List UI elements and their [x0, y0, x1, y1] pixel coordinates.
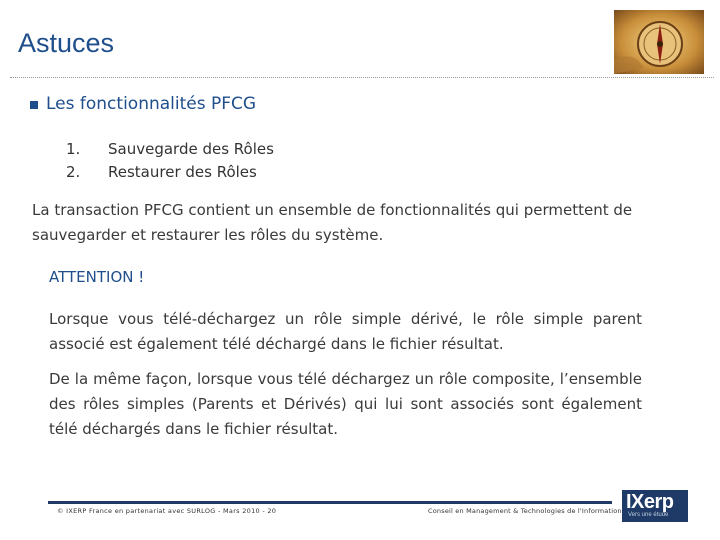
list-item-label: Sauvegarde des Rôles — [108, 140, 274, 158]
section-heading — [30, 94, 256, 114]
footer-tagline: Conseil en Management & Technologies de l'Information — [428, 507, 622, 515]
list-item — [66, 138, 274, 161]
attention-label: ATTENTION ! — [49, 268, 145, 286]
logo-tagline: Vers une étude — [628, 512, 669, 518]
footer-copyright: © IXERP France en partenariat avec SURLOG - Mars 2010 - 20 — [57, 507, 277, 515]
attention-paragraph-1: Lorsque vous télé-déchargez un rôle simple dérivé, le rôle simple parent associé est également télé déchargé dans le fichier résultat. — [49, 310, 642, 353]
page-title: Astuces — [18, 28, 115, 58]
title-divider — [10, 77, 714, 78]
attention-paragraph-2: De la même façon, lorsque vous télé déchargez un rôle composite, l’ensemble des rôles simples (Parents et Dérivés) qui lui sont associés sont également télé déchargés dans le fichier résultat. — [49, 370, 642, 438]
section-heading-text: Les fonctionnalités PFCG — [46, 94, 257, 114]
ixerp-logo — [622, 490, 688, 522]
list-item — [66, 161, 274, 184]
intro-paragraph: La transaction PFCG contient un ensemble de fonctionnalités qui permettent de sauvegarder et restaurer les rôles du système. — [32, 201, 633, 244]
compass-image — [614, 10, 704, 74]
list-item-label: Restaurer des Rôles — [108, 163, 257, 181]
numbered-list — [66, 138, 274, 184]
list-item-number: 1. — [66, 140, 81, 158]
list-item-number: 2. — [66, 163, 81, 181]
footer-divider — [48, 501, 612, 504]
logo-name: IXerp — [626, 491, 674, 513]
square-bullet-icon — [30, 101, 38, 109]
